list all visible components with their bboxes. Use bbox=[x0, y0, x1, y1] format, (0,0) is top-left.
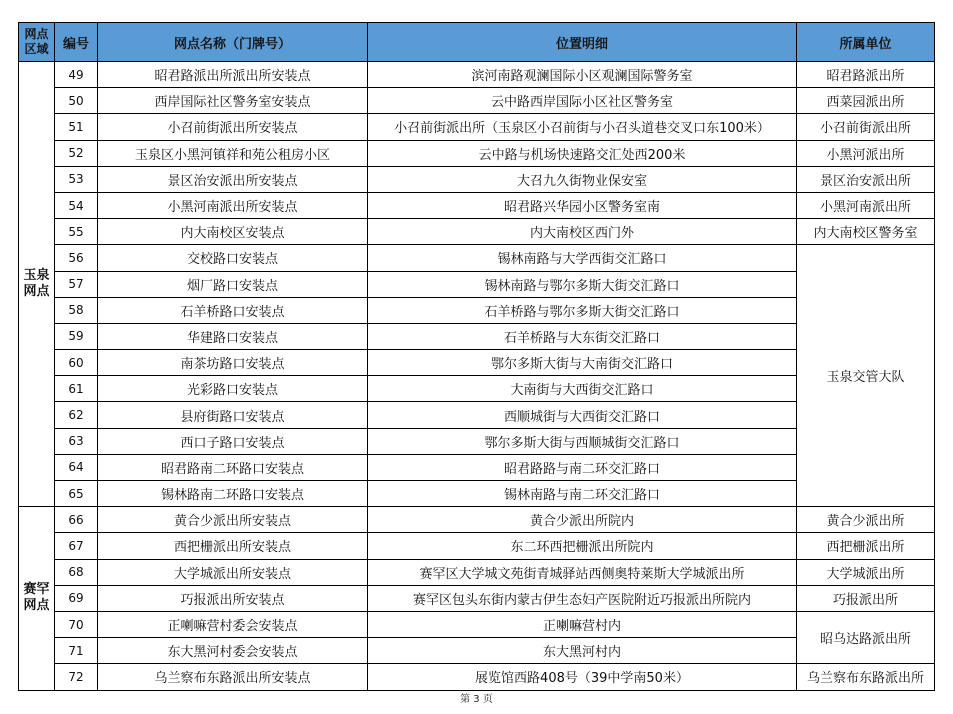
point-location: 大召九久街物业保安室 bbox=[368, 166, 797, 192]
table-row bbox=[19, 166, 935, 192]
point-name: 昭君路南二环路口安装点 bbox=[98, 454, 368, 480]
row-number: 65 bbox=[55, 481, 98, 507]
row-number: 72 bbox=[55, 664, 98, 690]
point-location: 石羊桥路与大东街交汇路口 bbox=[368, 323, 797, 349]
point-unit: 巧报派出所 bbox=[797, 585, 935, 611]
row-number: 54 bbox=[55, 192, 98, 218]
point-name: 乌兰察布东路派出所安装点 bbox=[98, 664, 368, 690]
point-unit: 内大南校区警务室 bbox=[797, 219, 935, 245]
table-row bbox=[19, 219, 935, 245]
point-name: 大学城派出所安装点 bbox=[98, 559, 368, 585]
header-location: 位置明细 bbox=[368, 23, 797, 62]
table-row bbox=[19, 533, 935, 559]
point-location: 鄂尔多斯大街与大南街交汇路口 bbox=[368, 350, 797, 376]
point-location: 鄂尔多斯大街与西顺城街交汇路口 bbox=[368, 428, 797, 454]
point-unit: 昭乌达路派出所 bbox=[797, 611, 935, 663]
point-name: 西口子路口安装点 bbox=[98, 428, 368, 454]
point-name: 内大南校区安装点 bbox=[98, 219, 368, 245]
point-unit: 小召前街派出所 bbox=[797, 114, 935, 140]
point-location: 昭君路路与南二环交汇路口 bbox=[368, 454, 797, 480]
point-name: 锡林路南二环路口安装点 bbox=[98, 481, 368, 507]
point-name: 东大黑河村委会安装点 bbox=[98, 638, 368, 664]
row-number: 60 bbox=[55, 350, 98, 376]
row-number: 53 bbox=[55, 166, 98, 192]
table-row bbox=[19, 664, 935, 690]
table-row bbox=[19, 507, 935, 533]
table-row bbox=[19, 245, 935, 271]
row-number: 50 bbox=[55, 88, 98, 114]
point-name: 正喇嘛营村委会安装点 bbox=[98, 611, 368, 637]
point-unit: 景区治安派出所 bbox=[797, 166, 935, 192]
point-location: 西顺城街与大西街交汇路口 bbox=[368, 402, 797, 428]
point-name: 小召前街派出所安装点 bbox=[98, 114, 368, 140]
point-unit: 小黑河派出所 bbox=[797, 140, 935, 166]
point-location: 赛罕区大学城文苑街青城驿站西侧奥特莱斯大学城派出所 bbox=[368, 559, 797, 585]
table-row bbox=[19, 140, 935, 166]
point-unit: 大学城派出所 bbox=[797, 559, 935, 585]
row-number: 51 bbox=[55, 114, 98, 140]
header-region: 网点区域 bbox=[19, 23, 55, 62]
table-row bbox=[19, 62, 935, 88]
point-location: 东二环西把栅派出所院内 bbox=[368, 533, 797, 559]
point-name: 西岸国际社区警务室安装点 bbox=[98, 88, 368, 114]
table-body bbox=[19, 62, 935, 691]
header-unit: 所属单位 bbox=[797, 23, 935, 62]
point-unit: 小黑河南派出所 bbox=[797, 192, 935, 218]
row-number: 64 bbox=[55, 454, 98, 480]
row-number: 63 bbox=[55, 428, 98, 454]
point-unit: 黄合少派出所 bbox=[797, 507, 935, 533]
row-number: 49 bbox=[55, 62, 98, 88]
point-location: 锡林南路与大学西街交汇路口 bbox=[368, 245, 797, 271]
point-location: 云中路西岸国际小区社区警务室 bbox=[368, 88, 797, 114]
point-location: 大南街与大西街交汇路口 bbox=[368, 376, 797, 402]
point-location: 昭君路兴华园小区警务室南 bbox=[368, 192, 797, 218]
table-row bbox=[19, 585, 935, 611]
point-location: 黄合少派出所院内 bbox=[368, 507, 797, 533]
table-header-row bbox=[19, 23, 935, 62]
table-row bbox=[19, 611, 935, 637]
point-unit: 昭君路派出所 bbox=[797, 62, 935, 88]
point-name: 昭君路派出所派出所安装点 bbox=[98, 62, 368, 88]
point-name: 南茶坊路口安装点 bbox=[98, 350, 368, 376]
point-name: 烟厂路口安装点 bbox=[98, 271, 368, 297]
table-row bbox=[19, 192, 935, 218]
row-number: 55 bbox=[55, 219, 98, 245]
page-number: 第 3 页 bbox=[460, 694, 493, 705]
point-location: 赛罕区包头东街内蒙古伊生态妇产医院附近巧报派出所院内 bbox=[368, 585, 797, 611]
point-name: 黄合少派出所安装点 bbox=[98, 507, 368, 533]
row-number: 56 bbox=[55, 245, 98, 271]
point-location: 锡林南路与南二环交汇路口 bbox=[368, 481, 797, 507]
row-number: 71 bbox=[55, 638, 98, 664]
point-name: 交校路口安装点 bbox=[98, 245, 368, 271]
region-cell: 赛罕网点 bbox=[19, 507, 55, 690]
row-number: 66 bbox=[55, 507, 98, 533]
row-number: 62 bbox=[55, 402, 98, 428]
point-name: 小黑河南派出所安装点 bbox=[98, 192, 368, 218]
point-unit: 玉泉交管大队 bbox=[797, 245, 935, 507]
row-number: 59 bbox=[55, 323, 98, 349]
point-location: 正喇嘛营村内 bbox=[368, 611, 797, 637]
point-location: 小召前街派出所（玉泉区小召前街与小召头道巷交叉口东100米） bbox=[368, 114, 797, 140]
row-number: 70 bbox=[55, 611, 98, 637]
header-number: 编号 bbox=[55, 23, 98, 62]
table-row bbox=[19, 559, 935, 585]
point-name: 华建路口安装点 bbox=[98, 323, 368, 349]
point-name: 县府街路口安装点 bbox=[98, 402, 368, 428]
table-row bbox=[19, 88, 935, 114]
row-number: 69 bbox=[55, 585, 98, 611]
point-location: 云中路与机场快速路交汇处西200米 bbox=[368, 140, 797, 166]
point-name: 光彩路口安装点 bbox=[98, 376, 368, 402]
point-name: 景区治安派出所安装点 bbox=[98, 166, 368, 192]
row-number: 58 bbox=[55, 297, 98, 323]
point-name: 西把栅派出所安装点 bbox=[98, 533, 368, 559]
point-name: 巧报派出所安装点 bbox=[98, 585, 368, 611]
installation-points-table bbox=[18, 22, 935, 691]
point-location: 东大黑河村内 bbox=[368, 638, 797, 664]
row-number: 68 bbox=[55, 559, 98, 585]
point-location: 展览馆西路408号（39中学南50米） bbox=[368, 664, 797, 690]
point-location: 滨河南路观澜国际小区观澜国际警务室 bbox=[368, 62, 797, 88]
point-name: 玉泉区小黑河镇祥和苑公租房小区 bbox=[98, 140, 368, 166]
point-location: 石羊桥路与鄂尔多斯大街交汇路口 bbox=[368, 297, 797, 323]
header-name: 网点名称（门牌号） bbox=[98, 23, 368, 62]
point-unit: 西菜园派出所 bbox=[797, 88, 935, 114]
region-cell: 玉泉网点 bbox=[19, 62, 55, 507]
row-number: 57 bbox=[55, 271, 98, 297]
table-row bbox=[19, 114, 935, 140]
row-number: 61 bbox=[55, 376, 98, 402]
point-unit: 西把栅派出所 bbox=[797, 533, 935, 559]
point-unit: 乌兰察布东路派出所 bbox=[797, 664, 935, 690]
point-location: 锡林南路与鄂尔多斯大街交汇路口 bbox=[368, 271, 797, 297]
row-number: 52 bbox=[55, 140, 98, 166]
point-location: 内大南校区西门外 bbox=[368, 219, 797, 245]
point-name: 石羊桥路口安装点 bbox=[98, 297, 368, 323]
row-number: 67 bbox=[55, 533, 98, 559]
